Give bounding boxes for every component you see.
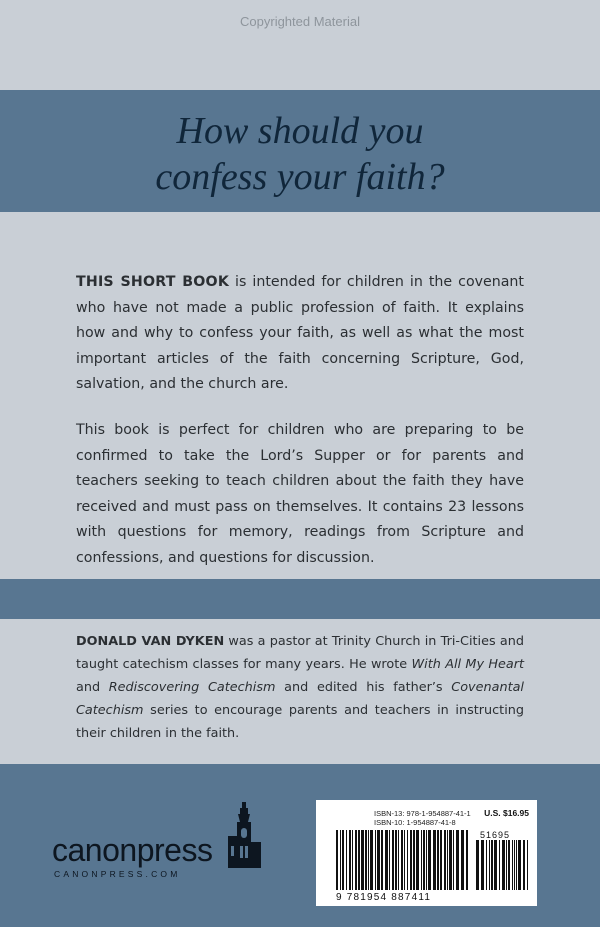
book-title-3: Covenantal Catechism bbox=[76, 680, 524, 718]
bio-text-3: and edited his father’s bbox=[275, 680, 452, 695]
barcode-bar bbox=[506, 840, 507, 890]
divider-band bbox=[0, 579, 600, 619]
isbn-13: ISBN-13: 978-1-954887-41-1 bbox=[374, 809, 471, 818]
barcode-bar bbox=[365, 830, 367, 890]
barcode-bar bbox=[444, 830, 446, 890]
author-name: DONALD VAN DYKEN bbox=[76, 634, 225, 649]
barcode-bar bbox=[512, 840, 513, 890]
barcode-bar bbox=[421, 830, 422, 890]
barcode-bar bbox=[523, 840, 525, 890]
description-paragraph-2: This book is perfect for children who are preparing to be confirmed to take the Lord’s Supper or for parents and teachers seeking to teach children about the faith they have received and must pass on themselves. It contains 23 lessons with questions for memory, readings from Scripture and confessions, and questions for discussion. bbox=[76, 422, 524, 566]
barcode-bar bbox=[392, 830, 394, 890]
headline bbox=[0, 108, 600, 200]
description-lead: THIS SHORT BOOK bbox=[76, 274, 230, 290]
bio-text-1: was a pastor at Trinity Church in Tri-Cities and taught catechism classes for many years. He wrote bbox=[76, 634, 524, 672]
barcode-bar bbox=[375, 830, 376, 890]
barcode-bar bbox=[404, 830, 405, 890]
barcode-bar bbox=[440, 830, 442, 890]
barcode-bar bbox=[449, 830, 452, 890]
barcode-bar bbox=[426, 830, 427, 890]
barcode-bar bbox=[336, 830, 338, 890]
headline-line-1: How should you bbox=[176, 110, 424, 152]
barcode-bar bbox=[508, 840, 510, 890]
barcode-bar bbox=[489, 840, 490, 890]
barcode-bar bbox=[389, 830, 390, 890]
barcode-bar bbox=[476, 840, 479, 890]
publisher-url: CANONPRESS.COM bbox=[54, 869, 181, 879]
publisher-logo bbox=[52, 832, 262, 884]
barcode-bar bbox=[416, 830, 419, 890]
barcode-bar bbox=[349, 830, 351, 890]
barcode-bar bbox=[481, 840, 484, 890]
price-label: U.S. $16.95 bbox=[484, 808, 529, 818]
description-p1-text: is intended for children in the covenant who have not made a public profession of faith. It explains how and why to confess your faith, as well as what the most important articles of the faith concerning Scripture, God, salvation, and the church are. bbox=[76, 274, 524, 392]
barcode-bar bbox=[433, 830, 436, 890]
barcode-bar bbox=[518, 840, 521, 890]
barcode-bar bbox=[499, 840, 500, 890]
barcode-bar bbox=[456, 830, 459, 890]
isbn-10: ISBN-10: 1-954887-41-8 bbox=[374, 818, 456, 827]
barcode-bar bbox=[491, 840, 493, 890]
headline-line-2: confess your faith? bbox=[155, 156, 445, 198]
barcode-bar bbox=[413, 830, 415, 890]
barcode-bar bbox=[346, 830, 347, 890]
ean-digits: 9 781954 887411 bbox=[336, 892, 432, 903]
barcode-bar bbox=[407, 830, 408, 890]
barcode-bar bbox=[355, 830, 357, 890]
barcode-bar bbox=[342, 830, 344, 890]
isbn-barcode bbox=[316, 800, 537, 906]
barcode-bar bbox=[428, 830, 431, 890]
barcode-bar bbox=[385, 830, 388, 890]
barcode-bar bbox=[486, 840, 487, 890]
addon-barcode-bars bbox=[476, 840, 528, 890]
book-title-2: Rediscovering Catechism bbox=[108, 680, 276, 695]
barcode-bar bbox=[358, 830, 360, 890]
barcode-bar bbox=[340, 830, 341, 890]
church-building-icon bbox=[228, 802, 262, 868]
description-paragraph-1 bbox=[76, 270, 524, 398]
barcode-bar bbox=[395, 830, 397, 890]
author-bio bbox=[76, 630, 524, 745]
barcode-bar bbox=[527, 840, 528, 890]
barcode-bar bbox=[466, 830, 468, 890]
barcode-bar bbox=[401, 830, 403, 890]
bio-text-4: series to encourage parents and teachers in instructing their children in the faith. bbox=[76, 703, 524, 741]
copyright-watermark: Copyrighted Material bbox=[240, 14, 360, 29]
barcode-bar bbox=[437, 830, 439, 890]
addon-digits: 51695 bbox=[480, 830, 511, 840]
barcode-bar bbox=[502, 840, 505, 890]
barcode-bar bbox=[368, 830, 369, 890]
book-title-1: With All My Heart bbox=[411, 657, 524, 672]
barcode-bar bbox=[352, 830, 353, 890]
barcode-bar bbox=[423, 830, 425, 890]
barcode-bar bbox=[447, 830, 448, 890]
barcode-bar bbox=[398, 830, 399, 890]
ean-barcode-bars bbox=[336, 830, 468, 890]
barcode-bar bbox=[361, 830, 364, 890]
barcode-bar bbox=[381, 830, 383, 890]
publisher-name: canonpress bbox=[52, 832, 213, 868]
barcode-bar bbox=[370, 830, 373, 890]
barcode-bar bbox=[516, 840, 517, 890]
barcode-bar bbox=[377, 830, 380, 890]
barcode-bar bbox=[514, 840, 515, 890]
barcode-bar bbox=[494, 840, 497, 890]
bio-text-2: and bbox=[76, 680, 109, 695]
barcode-bar bbox=[461, 830, 464, 890]
barcode-bar bbox=[453, 830, 454, 890]
barcode-bar bbox=[410, 830, 412, 890]
